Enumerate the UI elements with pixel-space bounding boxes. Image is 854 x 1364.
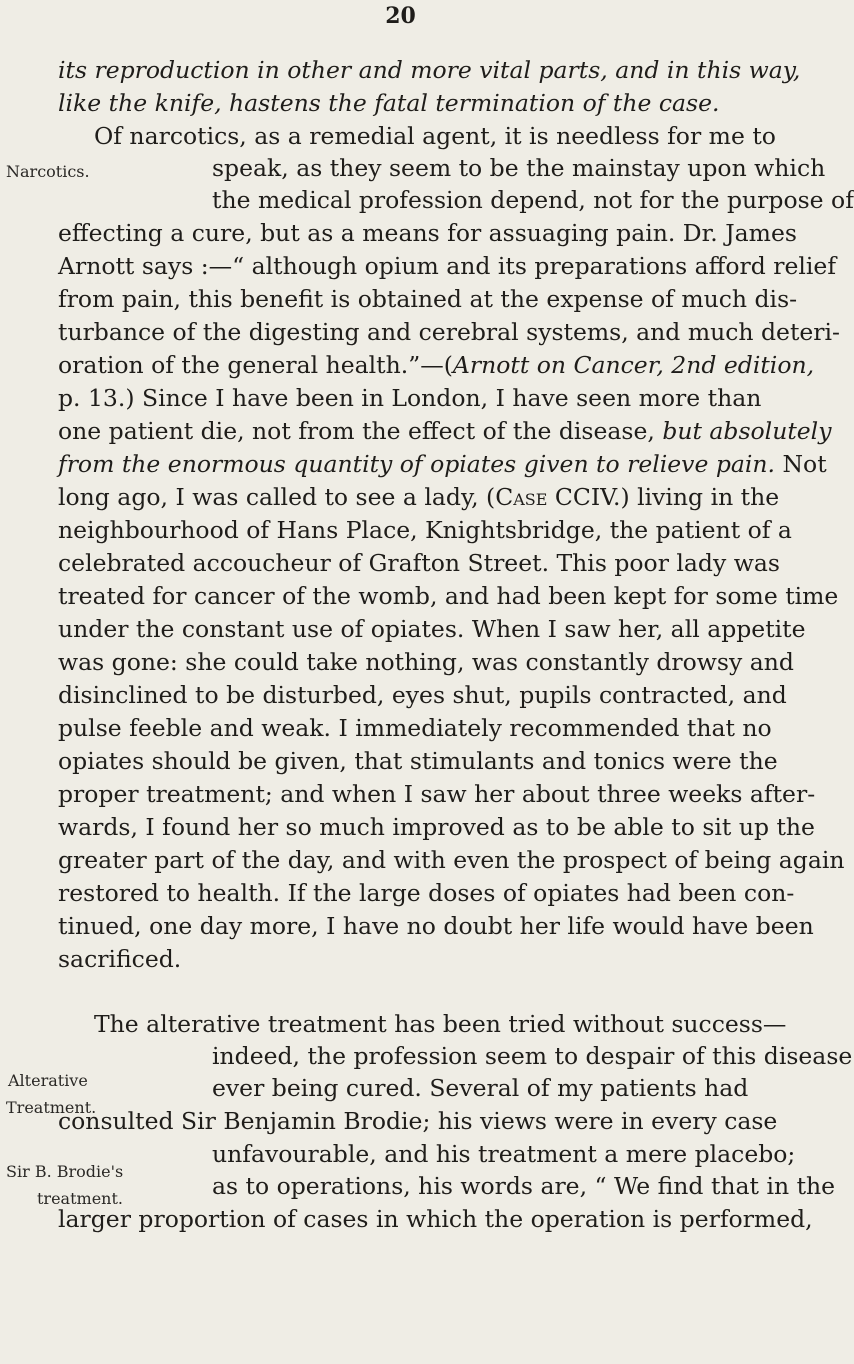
text-line: from the enormous quantity of opiates given to relieve pain. Not — [58, 450, 827, 478]
marginal-note-brodie-treatment: treatment. — [37, 1189, 123, 1208]
text-line: greater part of the day, and with even the prospect of being again — [58, 846, 845, 874]
text-line: indeed, the profession seem to despair of this disease — [212, 1042, 853, 1070]
text-line: Of narcotics, as a remedial agent, it is needless for me to — [94, 122, 776, 150]
text-line: p. 13.) Since I have been in London, I have seen more than — [58, 384, 762, 412]
text-line: sacrificed. — [58, 945, 182, 973]
text-line: celebrated accoucheur of Grafton Street. This poor lady was — [58, 549, 780, 577]
text-line: as to operations, his words are, “ We find that in the — [212, 1172, 836, 1200]
text-line: tinued, one day more, I have no doubt her life would have been — [58, 912, 814, 940]
text-line: wards, I found her so much improved as to be able to sit up the — [58, 813, 815, 841]
marginal-note-treatment: Treatment. — [6, 1098, 97, 1117]
text-line: turbance of the digesting and cerebral systems, and much deteri- — [58, 318, 840, 346]
text-line: oration of the general health.”—(Arnott on Cancer, 2nd edition, — [58, 351, 815, 379]
marginal-note-alterative: Alterative — [8, 1071, 88, 1090]
text-line: disinclined to be disturbed, eyes shut, pupils contracted, and — [58, 681, 787, 709]
text-line: the medical profession depend, not for the purpose of — [212, 186, 854, 214]
text-line: pulse feeble and weak. I immediately recommended that no — [58, 714, 772, 742]
text-line: one patient die, not from the effect of the disease, but absolutely — [58, 417, 832, 445]
text-line: its reproduction in other and more vital parts, and in this way, — [58, 56, 801, 84]
text-line: like the knife, hastens the fatal termination of the case. — [58, 89, 720, 117]
marginal-note-brodie: Sir B. Brodie's — [6, 1162, 124, 1181]
text-line: larger proportion of cases in which the operation is performed, — [58, 1205, 813, 1233]
text-line: from pain, this benefit is obtained at the expense of much dis- — [58, 285, 798, 313]
text-line: was gone: she could take nothing, was constantly drowsy and — [58, 648, 794, 676]
marginal-note-narcotics: Narcotics. — [6, 162, 90, 181]
text-line: neighbourhood of Hans Place, Knightsbridge, the patient of a — [58, 516, 792, 544]
page-number: 20 — [385, 3, 416, 29]
text-line: effecting a cure, but as a means for assuaging pain. Dr. James — [58, 219, 797, 247]
text-line: unfavourable, and his treatment a mere placebo; — [212, 1140, 796, 1168]
text-line: opiates should be given, that stimulants and tonics were the — [58, 747, 778, 775]
text-line: proper treatment; and when I saw her about three weeks after- — [58, 780, 816, 808]
text-line: restored to health. If the large doses of opiates had been con- — [58, 879, 795, 907]
text-line: speak, as they seem to be the mainstay upon which — [212, 154, 826, 182]
text-line: long ago, I was called to see a lady, (Case CCIV.) living in the — [58, 483, 780, 511]
text-line: The alterative treatment has been tried without success— — [94, 1010, 787, 1038]
text-line: treated for cancer of the womb, and had been kept for some time — [58, 582, 839, 610]
text-line: consulted Sir Benjamin Brodie; his views were in every case — [58, 1107, 778, 1135]
text-line: under the constant use of opiates. When I saw her, all appetite — [58, 615, 806, 643]
text-line: ever being cured. Several of my patients had — [212, 1074, 749, 1102]
text-line: Arnott says :—“ although opium and its preparations afford relief — [58, 252, 837, 280]
